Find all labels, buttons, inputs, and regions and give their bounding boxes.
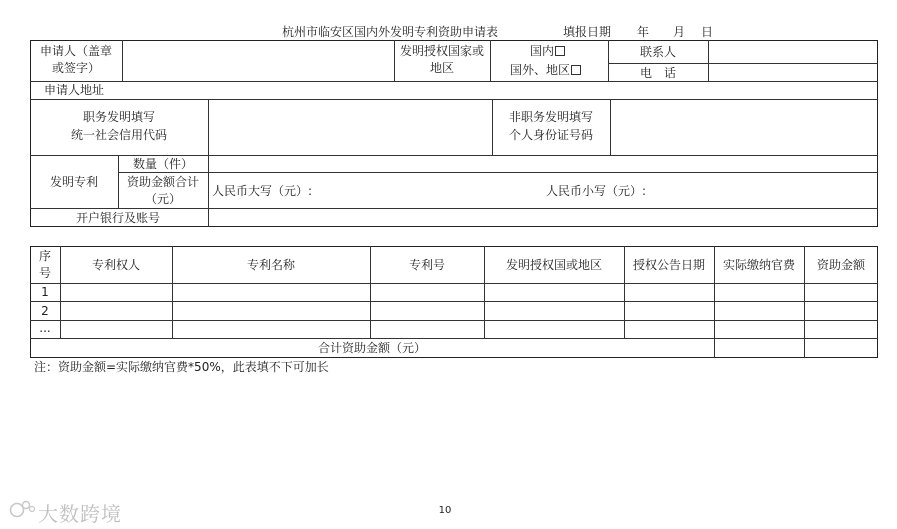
header-date: 授权公告日期	[632, 258, 705, 272]
nonservice-label-line2: 个人身份证号码	[508, 128, 593, 142]
divider	[708, 40, 709, 81]
divider	[30, 338, 878, 339]
divider	[30, 81, 878, 82]
row-number: 1	[41, 285, 49, 299]
address-label: 申请人地址	[44, 83, 105, 97]
bank-label: 开户银行及账号	[76, 211, 161, 225]
total-label: 合计资助金额（元）	[317, 341, 426, 355]
header-seq-line1: 序	[38, 249, 51, 263]
footnote: 注：资助金额=实际缴纳官费*50%，此表填不下可加长	[34, 360, 329, 374]
divider	[30, 320, 878, 321]
grant-region-label-line1: 发明授权国家或	[399, 44, 484, 58]
date-year: 年	[637, 25, 650, 39]
nonservice-label-line1: 非职务发明填写	[508, 110, 593, 124]
divider	[610, 99, 611, 155]
domestic-label: 国内	[530, 44, 555, 58]
header-region: 发明授权国或地区	[505, 258, 602, 272]
header-name: 专利名称	[246, 258, 295, 272]
form-title: 杭州市临安区国内外发明专利资助申请表	[282, 25, 499, 39]
divider	[122, 40, 123, 81]
divider	[608, 63, 878, 64]
watermark-text: 大数跨境	[38, 502, 122, 526]
foreign-label: 国外、地区	[510, 63, 571, 77]
rmb-lower-label: 人民币小写（元）:	[546, 184, 647, 198]
applicant-label-line2: 或签字）	[51, 61, 100, 75]
divider	[492, 99, 493, 155]
divider	[208, 99, 209, 155]
watermark-logo-icon	[8, 499, 36, 519]
header-seq-line2: 号	[38, 266, 51, 280]
patent-label: 发明专利	[49, 175, 98, 189]
header-amount: 资助金额	[816, 258, 865, 272]
phone-label: 电 话	[639, 66, 676, 80]
contact-label: 联系人	[639, 45, 676, 59]
divider	[30, 283, 878, 284]
page-number: 10	[438, 505, 452, 516]
divider	[490, 40, 491, 81]
grant-region-label-line2: 地区	[429, 61, 454, 75]
amount-label-line2: （元）	[144, 192, 181, 206]
rmb-upper-label: 人民币大写（元）:	[212, 184, 313, 198]
row-number: 2	[41, 304, 49, 318]
divider	[208, 155, 209, 227]
header-number: 专利号	[408, 258, 445, 272]
date-day: 日	[701, 25, 714, 39]
divider	[30, 301, 878, 302]
divider	[30, 155, 878, 156]
date-month: 月	[673, 25, 686, 39]
amount-label-line1: 资助金额合计	[126, 175, 199, 189]
foreign-checkbox[interactable]	[571, 65, 581, 75]
domestic-checkbox[interactable]	[555, 46, 565, 56]
service-label-line2: 统一社会信用代码	[70, 128, 167, 142]
foreign-option[interactable]	[510, 63, 581, 77]
service-label-line1: 职务发明填写	[82, 110, 155, 124]
header-fee: 实际缴纳官费	[722, 258, 795, 272]
divider	[30, 99, 878, 100]
quantity-label: 数量（件）	[132, 157, 193, 171]
divider	[118, 172, 878, 173]
row-number: ...	[39, 321, 51, 335]
domestic-option[interactable]	[530, 44, 565, 58]
header-holder: 专利权人	[91, 258, 140, 272]
divider	[30, 208, 878, 209]
date-label: 填报日期	[563, 25, 612, 39]
applicant-label-line1: 申请人（盖章	[39, 44, 112, 58]
